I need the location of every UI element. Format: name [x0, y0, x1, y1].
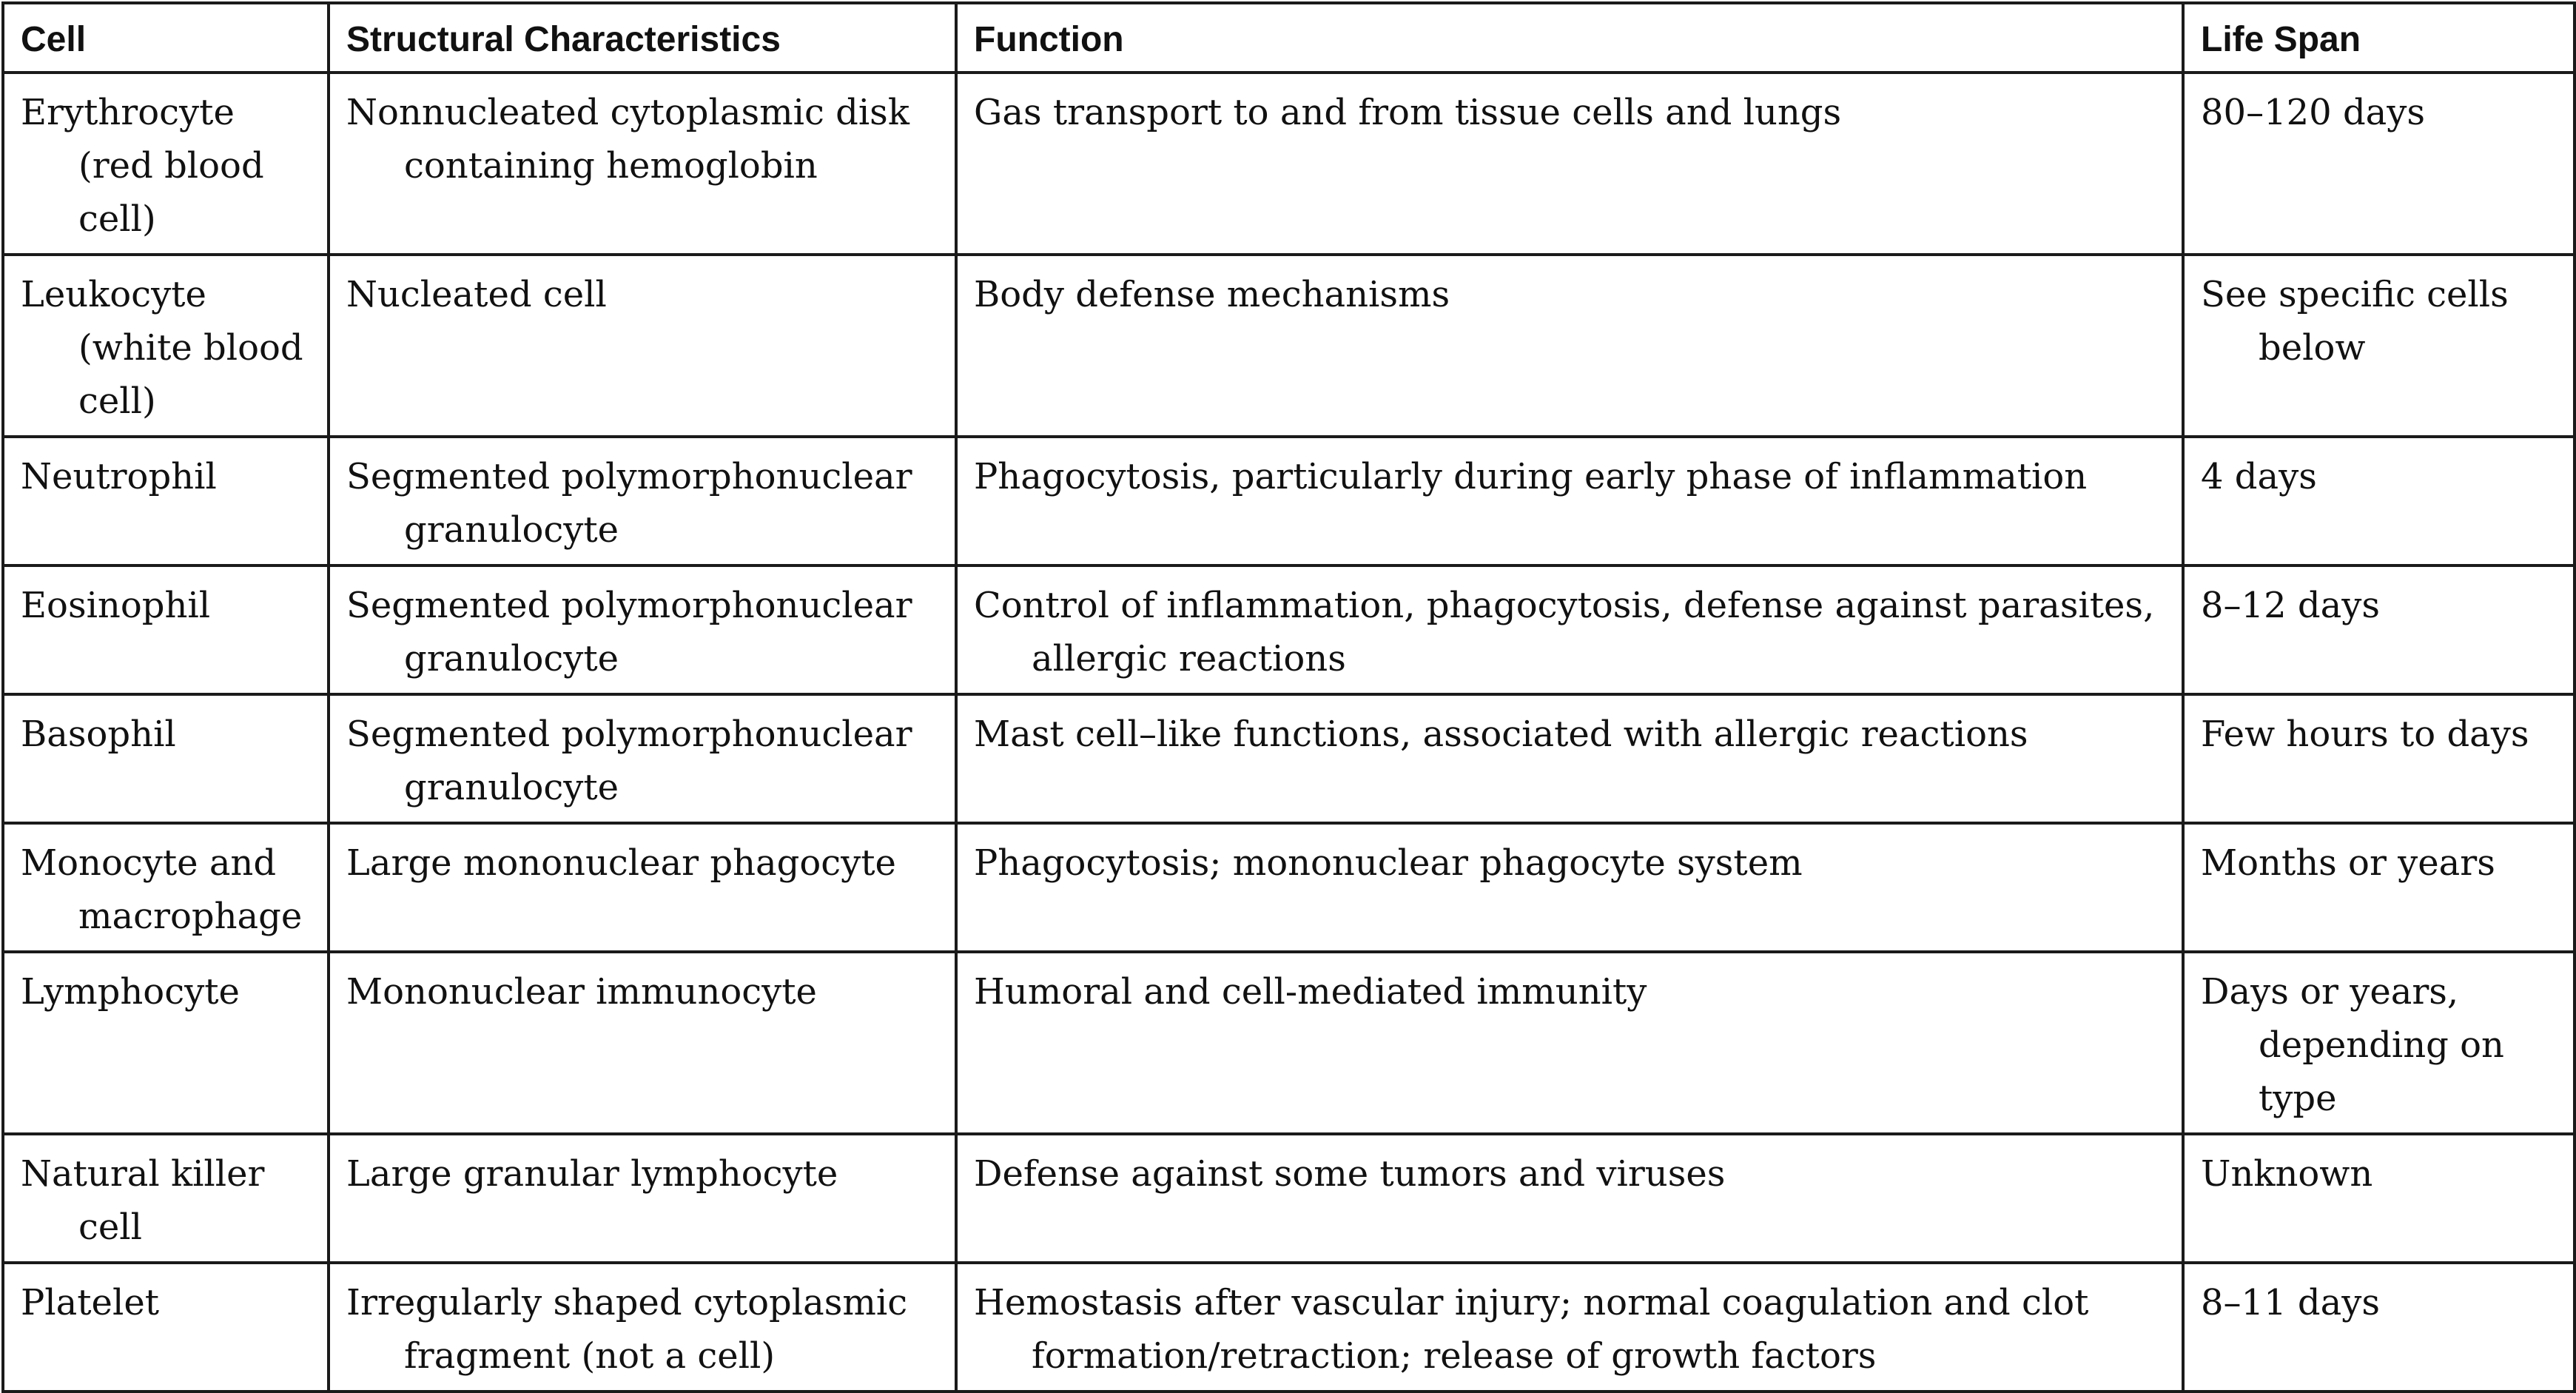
table-row — [3, 1134, 2575, 1263]
cell-name: Lymphocyte — [3, 952, 329, 1134]
header-function: Function — [956, 3, 2183, 73]
table-row — [3, 823, 2575, 952]
cell-life-span: Unknown — [2183, 1134, 2575, 1263]
cell-name: Natural killer cell — [3, 1134, 329, 1263]
cell-life-span: Few hours to days — [2183, 694, 2575, 823]
table-row — [3, 565, 2575, 694]
cell-name: Neutrophil — [3, 437, 329, 565]
cell-life-span: 8–12 days — [2183, 565, 2575, 694]
header-cell: Cell — [3, 3, 329, 73]
cell-life-span: 4 days — [2183, 437, 2575, 565]
cell-structure: Nonnucleated cytoplasmic disk containing hemoglobin — [329, 73, 956, 255]
cell-function: Mast cell–like functions, associated with allergic reactions — [956, 694, 2183, 823]
table-row — [3, 255, 2575, 437]
cell-structure: Segmented polymorphonuclear granulocyte — [329, 694, 956, 823]
cell-function: Phagocytosis; mononuclear phagocyte system — [956, 823, 2183, 952]
cell-life-span: 8–11 days — [2183, 1263, 2575, 1392]
header-structural-characteristics: Structural Characteristics — [329, 3, 956, 73]
cell-function: Phagocytosis, particularly during early phase of inflammation — [956, 437, 2183, 565]
cell-life-span: See specific cells below — [2183, 255, 2575, 437]
cell-name: Eosinophil — [3, 565, 329, 694]
cell-structure: Large granular lymphocyte — [329, 1134, 956, 1263]
cell-life-span: Days or years, depending on type — [2183, 952, 2575, 1134]
cell-life-span: Months or years — [2183, 823, 2575, 952]
cell-structure: Segmented polymorphonuclear granulocyte — [329, 565, 956, 694]
cell-life-span: 80–120 days — [2183, 73, 2575, 255]
cell-function: Hemostasis after vascular injury; normal coagulation and clot formation/retraction; release of growth factors — [956, 1263, 2183, 1392]
cell-structure: Mononuclear immunocyte — [329, 952, 956, 1134]
cell-name: Leukocyte (white blood cell) — [3, 255, 329, 437]
cell-structure: Segmented polymorphonuclear granulocyte — [329, 437, 956, 565]
cell-function: Body defense mechanisms — [956, 255, 2183, 437]
cell-structure: Irregularly shaped cytoplasmic fragment (not a cell) — [329, 1263, 956, 1392]
cell-function: Control of inflammation, phagocytosis, defense against parasites, allergic reactions — [956, 565, 2183, 694]
cell-function: Humoral and cell-mediated immunity — [956, 952, 2183, 1134]
cell-name: Platelet — [3, 1263, 329, 1392]
table-row — [3, 694, 2575, 823]
cell-function: Gas transport to and from tissue cells and lungs — [956, 73, 2183, 255]
cell-name: Erythrocyte (red blood cell) — [3, 73, 329, 255]
cell-name: Basophil — [3, 694, 329, 823]
cell-structure: Nucleated cell — [329, 255, 956, 437]
header-life-span: Life Span — [2183, 3, 2575, 73]
table-row — [3, 437, 2575, 565]
table-row — [3, 952, 2575, 1134]
table-row — [3, 73, 2575, 255]
cell-function: Defense against some tumors and viruses — [956, 1134, 2183, 1263]
table-row — [3, 1263, 2575, 1392]
blood-cells-table — [1, 1, 2576, 1393]
cell-name: Monocyte and macrophage — [3, 823, 329, 952]
table-header-row — [3, 3, 2575, 73]
cell-structure: Large mononuclear phagocyte — [329, 823, 956, 952]
